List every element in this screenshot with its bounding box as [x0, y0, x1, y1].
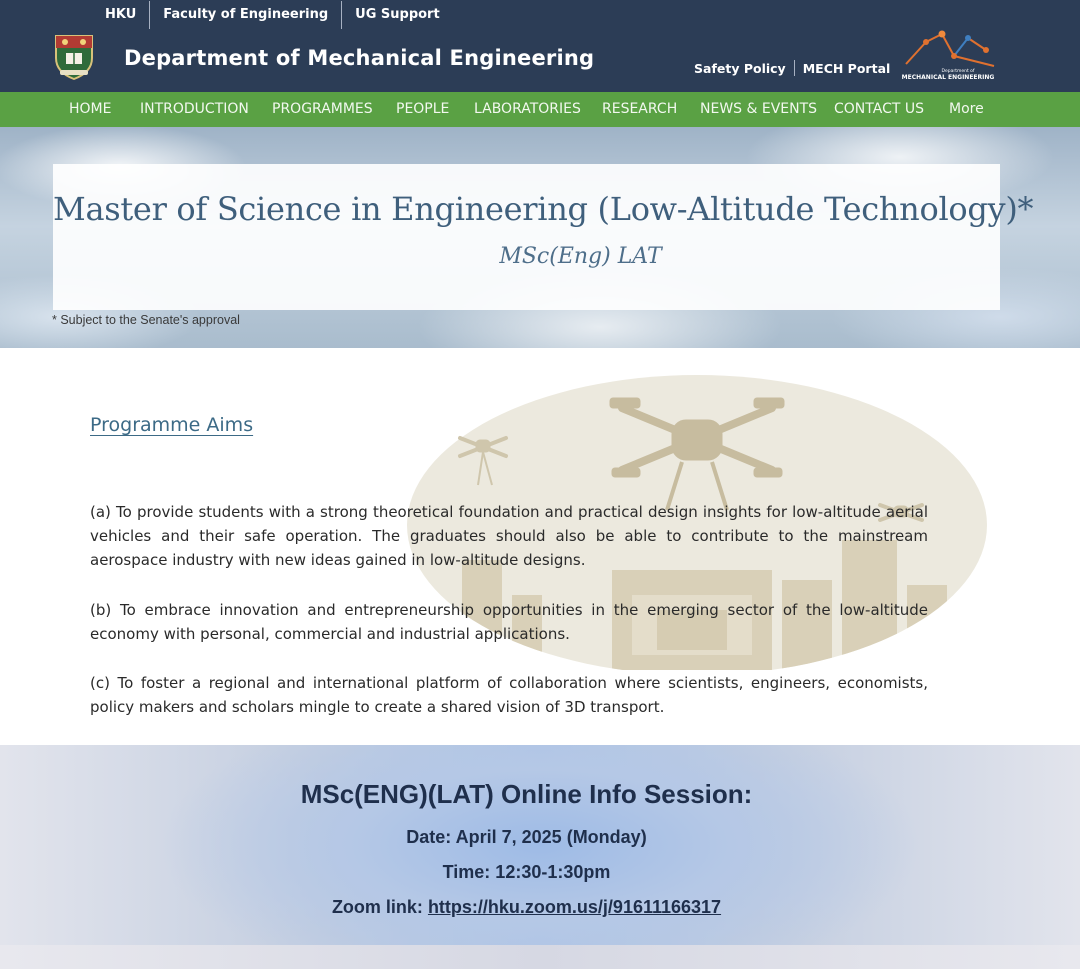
nav-contact-us[interactable]: CONTACT US — [834, 101, 924, 117]
programme-abbreviation: MSc(Eng) LAT — [499, 244, 662, 269]
nav-more[interactable]: More — [949, 101, 984, 117]
top-link-ug-support[interactable]: UG Support — [341, 1, 453, 29]
info-session-date: Date: April 7, 2025 (Monday) — [406, 827, 647, 847]
programme-aims-heading-link[interactable]: Programme Aims — [90, 414, 254, 436]
safety-policy-link[interactable]: Safety Policy — [694, 60, 786, 76]
nav-home[interactable]: HOME — [69, 101, 112, 117]
info-session-title: MSc(ENG)(LAT) Online Info Session: — [300, 779, 753, 809]
programme-aims-section — [0, 348, 1080, 745]
department-title[interactable]: Department of Mechanical Engineering — [124, 46, 595, 70]
top-link-hku[interactable]: HKU — [105, 7, 137, 22]
main-nav — [0, 92, 1080, 127]
nav-introduction[interactable]: INTRODUCTION — [140, 101, 249, 117]
info-session-section — [0, 745, 1080, 945]
info-session-zoom — [0, 897, 1053, 918]
hero-card — [53, 164, 1034, 310]
hku-crest-icon[interactable] — [54, 34, 94, 80]
nav-people[interactable]: PEOPLE — [396, 101, 450, 117]
logo-caption-small: Department of — [941, 69, 975, 74]
nav-research[interactable]: RESEARCH — [602, 101, 678, 117]
mech-portal-link[interactable]: MECH Portal — [802, 60, 891, 76]
senate-approval-note: * Subject to the Senate's approval — [52, 313, 240, 327]
top-links — [92, 0, 453, 30]
aim-c-paragraph: (c) To foster a regional and international platform of collaboration where scientists, engineers, economists, policy makers and scholars mingle to create a shared vision of 3D transport. — [90, 674, 928, 716]
mech-department-logo[interactable] — [898, 26, 1000, 86]
aim-a-paragraph: (a) To provide students with a strong theoretical foundation and practical design insights for low-altitude aerial vehicles and their safe operation. The graduates should also be able to contribute to the mainstream aerospace industry with new ideas gained in low-altitude designs. — [90, 503, 928, 569]
logo-caption-main: MECHANICAL ENGINEERING — [901, 74, 995, 81]
nav-laboratories[interactable]: LABORATORIES — [474, 101, 581, 117]
site-header — [0, 0, 1080, 92]
top-link-faculty-of-engineering[interactable]: Faculty of Engineering — [149, 1, 341, 29]
nav-programmes[interactable]: PROGRAMMES — [272, 101, 373, 117]
zoom-link-label: Zoom link: — [331, 897, 428, 917]
info-session-time: Time: 12:30-1:30pm — [442, 862, 611, 882]
nav-news-events[interactable]: NEWS & EVENTS — [700, 101, 818, 117]
aim-b-paragraph: (b) To embrace innovation and entrepreneurship opportunities in the emerging sector of the low-altitude economy with personal, commercial and industrial applications. — [90, 601, 928, 643]
zoom-link[interactable]: https://hku.zoom.us/j/91611166317 — [427, 897, 722, 917]
hero-banner — [0, 127, 1080, 348]
page-footer-strip — [0, 945, 1080, 969]
utility-links — [686, 60, 898, 76]
programme-title: Master of Science in Engineering (Low-Altitude Technology)* — [53, 190, 1034, 228]
molecule-graphic-icon — [906, 31, 994, 67]
